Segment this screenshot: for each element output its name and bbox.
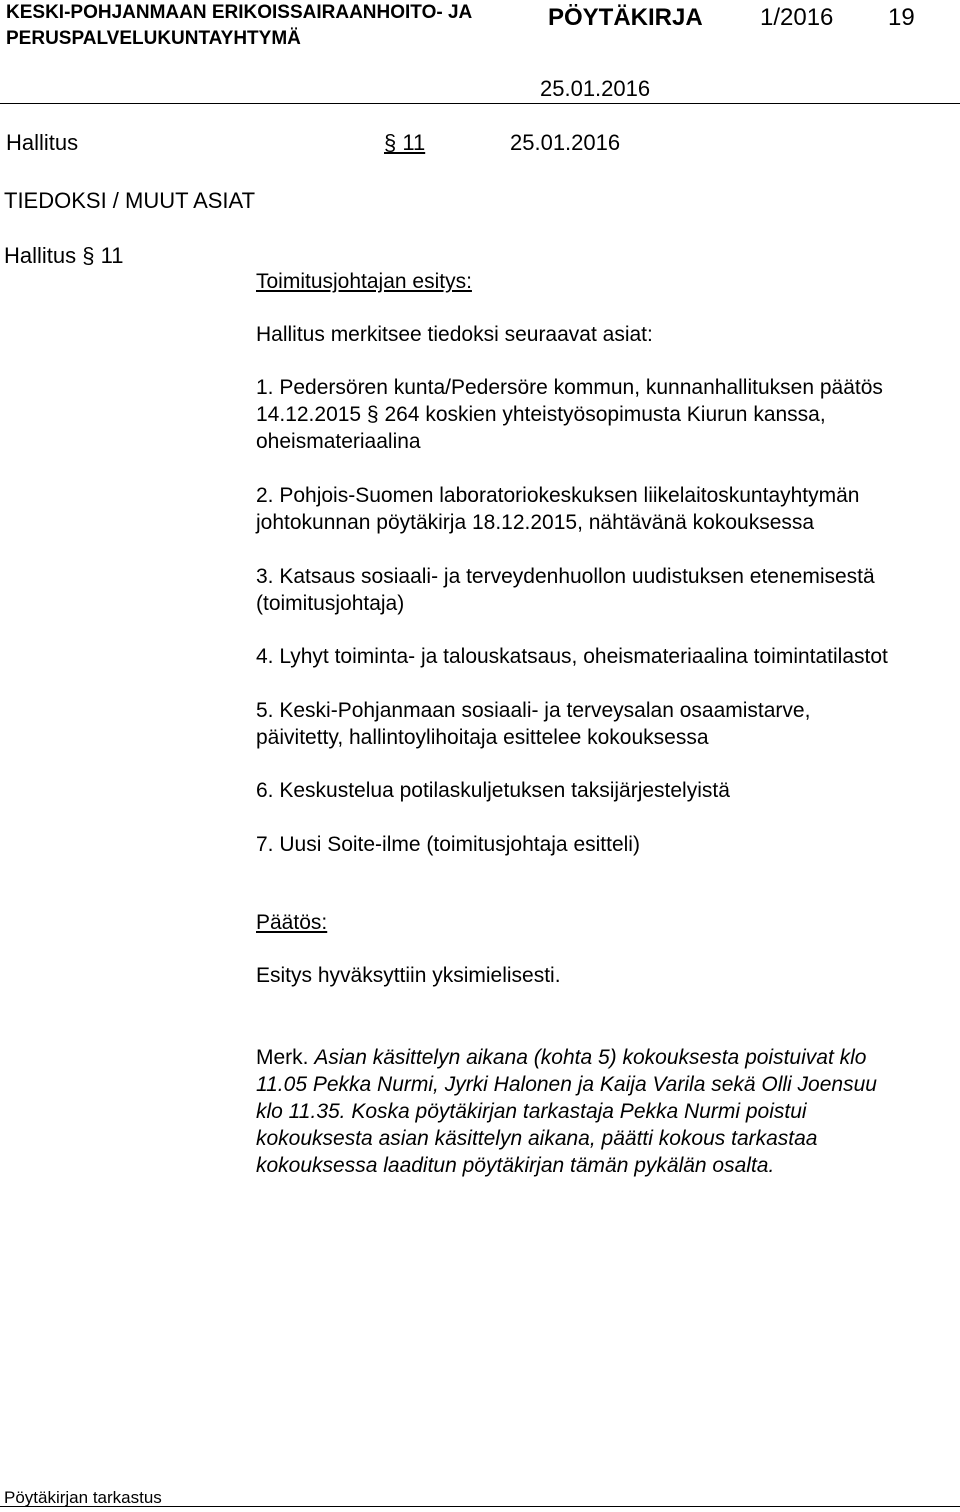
meeting-date: 25.01.2016 [510,130,621,155]
proposal-heading: Toimitusjohtajan esitys: [256,270,472,293]
item-1-line-3: oheismateriaalina [256,430,421,453]
list-item [256,374,956,455]
item-6-line-1: 6. Keskustelua potilaskuljetuksen taksijärjestelyistä [256,779,730,802]
item-1-line-2: 14.12.2015 § 264 koskien yhteistyösopimusta Kiurun kanssa, [256,403,826,426]
item-2-line-1: 2. Pohjois-Suomen laboratoriokeskuksen liikelaitoskuntayhtymän [256,484,860,507]
list-item [256,777,956,804]
decision-text: Esitys hyväksyttiin yksimielisesti. [256,964,561,987]
note-line-4: kokouksesta asian käsittelyn aikana, päätti kokous tarkastaa [256,1127,818,1150]
section-title: TIEDOKSI / MUUT ASIAT [4,188,256,213]
list-item [256,697,956,751]
item-1-line-1: 1. Pedersören kunta/Pedersöre kommun, kunnanhallituksen päätös [256,376,883,399]
list-item [256,482,956,536]
item-3-line-2: (toimitusjohtaja) [256,592,405,615]
note-line-5: kokouksessa laaditun pöytäkirjan tämän pykälän osalta. [256,1154,775,1177]
list-item [256,643,956,670]
note-line-2: 11.05 Pekka Nurmi, Jyrki Halonen ja Kaija Varila sekä Olli Joensuu [256,1073,877,1096]
item-5-line-2: päivitetty, hallintoylihoitaja esittelee kokouksessa [256,726,709,749]
meeting-section: § 11 [384,130,426,155]
organization-name-line1: KESKI-POHJANMAAN ERIKOISSAIRAANHOITO- JA [6,2,473,23]
note-paragraph [256,1044,956,1179]
note-label: Merk. [256,1046,309,1069]
meeting-body: Hallitus [6,130,79,155]
list-item [256,563,956,617]
reference: Hallitus § 11 [4,243,124,268]
item-3-line-1: 3. Katsaus sosiaali- ja terveydenhuollon uudistuksen etenemisestä [256,565,875,588]
note-line-1: Asian käsittelyn aikana (kohta 5) kokouksesta poistuivat klo [314,1046,867,1069]
intro-text: Hallitus merkitsee tiedoksi seuraavat asiat: [256,323,653,346]
note-line-3: klo 11.35. Koska pöytäkirjan tarkastaja Pekka Nurmi poistui [256,1100,807,1123]
decision-heading: Päätös: [256,911,328,934]
organization-name-line2: PERUSPALVELUKUNTAYHTYMÄ [6,28,301,49]
page-number: 19 [888,4,915,31]
header-date: 25.01.2016 [540,76,651,101]
document-type: PÖYTÄKIRJA [548,4,703,31]
item-5-line-1: 5. Keski-Pohjanmaan sosiaali- ja terveysalan osaamistarve, [256,699,811,722]
document-number: 1/2016 [760,4,834,31]
header-divider [0,103,960,104]
footer-text: Pöytäkirjan tarkastus [4,1488,162,1507]
item-2-line-2: johtokunnan pöytäkirja 18.12.2015, nähtävänä kokouksessa [256,511,815,534]
list-item [256,831,956,858]
item-4-line-1: 4. Lyhyt toiminta- ja talouskatsaus, oheismateriaalina toimintatilastot [256,645,888,668]
item-7-line-1: 7. Uusi Soite-ilme (toimitusjohtaja esitteli) [256,833,640,856]
